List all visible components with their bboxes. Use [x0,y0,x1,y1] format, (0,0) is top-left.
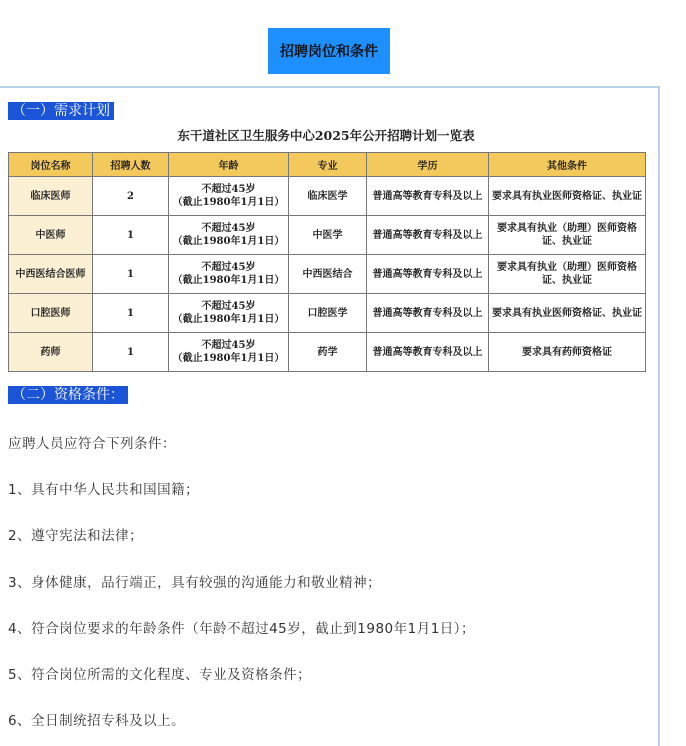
col-header-position: 岗位名称 [9,153,93,177]
list-item: 5、符合岗位所需的文化程度、专业及资格条件； [8,667,312,683]
col-header-age: 年龄 [169,153,289,177]
table-row [9,177,646,216]
cell-other: 要求具有药师资格证 [489,333,646,372]
cell-major: 药学 [289,333,367,372]
cell-position: 药师 [9,333,93,372]
cell-other: 要求具有执业（助理）医师资格证、执业证 [489,216,646,255]
table-header-row [9,153,646,177]
cell-position: 临床医师 [9,177,93,216]
cell-count: 1 [93,294,169,333]
list-item: 2、遵守宪法和法律； [8,528,144,544]
age-limit: 不超过45岁 [201,184,256,195]
page-title: 招聘岗位和条件 [268,28,390,74]
cell-count: 2 [93,177,169,216]
cell-position: 口腔医师 [9,294,93,333]
age-limit: 不超过45岁 [201,340,256,351]
cell-education: 普通高等教育专科及以上 [367,294,489,333]
section-demand-plan-label: （一）需求计划 [8,102,114,120]
list-item: 1、具有中华人民共和国国籍； [8,482,200,498]
cell-age [169,177,289,216]
cell-count: 1 [93,333,169,372]
section-qualifications-label: （二）资格条件： [8,386,128,404]
cell-other: 要求具有执业（助理）医师资格证、执业证 [489,255,646,294]
cell-major: 临床医学 [289,177,367,216]
cell-count: 1 [93,255,169,294]
cell-education: 普通高等教育专科及以上 [367,333,489,372]
age-cutoff: （截止1980年1月1日） [172,314,285,325]
cell-age [169,294,289,333]
age-cutoff: （截止1980年1月1日） [172,353,285,364]
table-title: 东干道社区卫生服务中心2025年公开招聘计划一览表 [177,128,475,143]
cell-major: 中医学 [289,216,367,255]
age-limit: 不超过45岁 [201,223,256,234]
age-limit: 不超过45岁 [201,301,256,312]
cell-education: 普通高等教育专科及以上 [367,177,489,216]
col-header-count: 招聘人数 [93,153,169,177]
conditions-intro: 应聘人员应符合下列条件： [8,436,176,452]
col-header-education: 学历 [367,153,489,177]
age-cutoff: （截止1980年1月1日） [172,236,285,247]
cell-other: 要求具有执业医师资格证、执业证 [489,294,646,333]
recruitment-plan-table [8,152,646,372]
list-item: 6、全日制统招专科及以上。 [8,713,186,729]
table-row [9,333,646,372]
cell-position: 中医师 [9,216,93,255]
cell-other: 要求具有执业医师资格证、执业证 [489,177,646,216]
table-row [9,216,646,255]
cell-count: 1 [93,216,169,255]
col-header-major: 专业 [289,153,367,177]
cell-major: 中西医结合 [289,255,367,294]
age-cutoff: （截止1980年1月1日） [172,197,285,208]
cell-education: 普通高等教育专科及以上 [367,216,489,255]
age-cutoff: （截止1980年1月1日） [172,275,285,286]
age-limit: 不超过45岁 [201,262,256,273]
table-row [9,255,646,294]
cell-major: 口腔医学 [289,294,367,333]
cell-age [169,333,289,372]
list-item: 3、身体健康，品行端正，具有较强的沟通能力和敬业精神； [8,575,382,591]
table-row [9,294,646,333]
cell-education: 普通高等教育专科及以上 [367,255,489,294]
cell-age [169,255,289,294]
list-item: 4、符合岗位要求的年龄条件（年龄不超过45岁，截止到1980年1月1日）； [8,621,476,637]
cell-age [169,216,289,255]
col-header-other: 其他条件 [489,153,646,177]
cell-position: 中西医结合医师 [9,255,93,294]
